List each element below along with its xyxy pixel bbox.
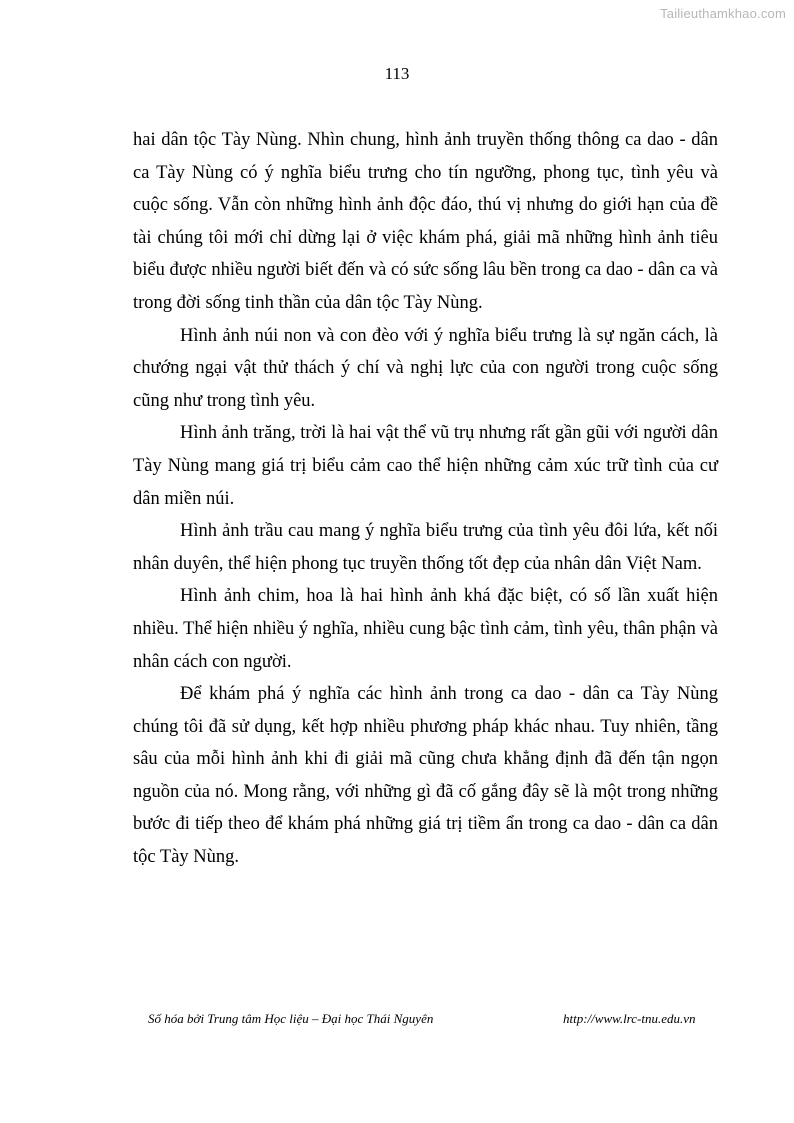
- page-number: 113: [384, 64, 410, 83]
- body-text: [133, 124, 718, 874]
- paragraph: Hình ảnh chim, hoa là hai hình ảnh khá đặc biệt, có số lần xuất hiện nhiều. Thể hiện nhiều ý nghĩa, nhiều cung bậc tình cảm, tình yêu, thân phận và nhân cách con người.: [133, 586, 718, 672]
- paragraph: Hình ảnh trăng, trời là hai vật thể vũ trụ nhưng rất gần gũi với người dân Tày Nùng mang giá trị biểu cảm cao thể hiện những cảm xúc trữ tình của cư dân miền núi.: [133, 423, 718, 509]
- footer-url: http://www.lrc-tnu.edu.vn: [563, 1011, 696, 1026]
- paragraph: Hình ảnh trầu cau mang ý nghĩa biểu trưng của tình yêu đôi lứa, kết nối nhân duyên, thể hiện phong tục truyền thống tốt đẹp của nhân dân Việt Nam.: [133, 521, 718, 574]
- paragraph: hai dân tộc Tày Nùng. Nhìn chung, hình ảnh truyền thống thông ca dao - dân ca Tày Nùng có ý nghĩa biểu trưng cho tín ngưỡng, phong tục, tình yêu và cuộc sống. Vẫn còn những hình ảnh độc đáo, thú vị nhưng do giới hạn của đề tài chúng tôi mới chỉ dừng lại ở việc khám phá, giải mã những hình ảnh tiêu biểu được nhiều người biết đến và có sức sống lâu bền trong ca dao - dân ca và trong đời sống tinh thần của dân tộc Tày Nùng.: [133, 130, 718, 313]
- watermark: Tailieuthamkhao.com: [660, 6, 786, 21]
- paragraph: Hình ảnh núi non và con đèo với ý nghĩa biểu trưng là sự ngăn cách, là chướng ngại vật thử thách ý chí và nghị lực của con người trong cuộc sống cũng như trong tình yêu.: [133, 325, 718, 411]
- footer-source: Số hóa bởi Trung tâm Học liệu – Đại học Thái Nguyên: [148, 1011, 434, 1026]
- paragraph: Để khám phá ý nghĩa các hình ảnh trong ca dao - dân ca Tày Nùng chúng tôi đã sử dụng, kết hợp nhiều phương pháp khác nhau. Tuy nhiên, tầng sâu của mỗi hình ảnh khi đi giải mã cũng chưa khẳng định đã đến tận ngọn nguồn của nó. Mong rằng, với những gì đã cố gắng đây sẽ là một trong những bước đi tiếp theo để khám phá những giá trị tiềm ẩn trong ca dao - dân ca dân tộc Tày Nùng.: [133, 684, 718, 868]
